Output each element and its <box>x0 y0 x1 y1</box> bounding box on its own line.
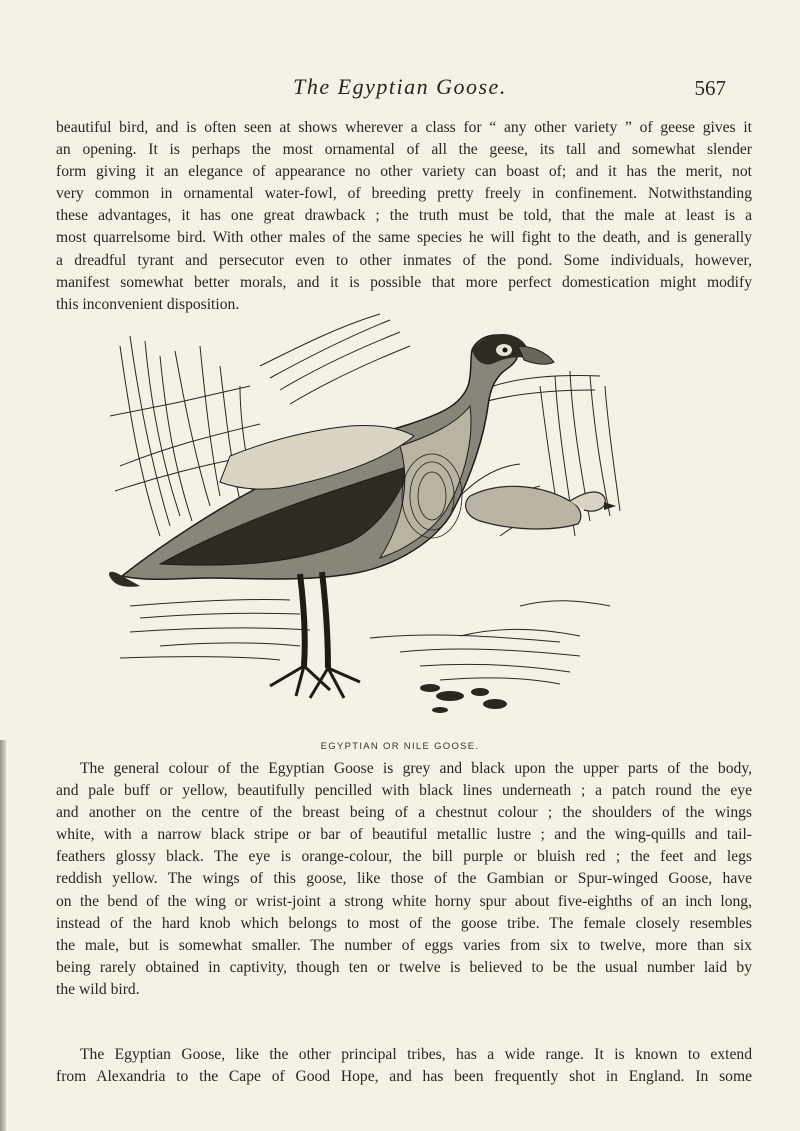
egyptian-goose-engraving <box>100 306 700 738</box>
running-head <box>0 74 800 104</box>
text-line: the male, but is somewhat smaller. The number of eggs varies from six to twelve, more than six <box>56 936 752 954</box>
text-line: this inconvenient disposition. <box>56 295 240 313</box>
text-line: being rarely obtained in captivity, though ten or twelve is believed to be the usual number laid by <box>56 958 752 976</box>
text-line: instead of the hard knob which belongs to most of the goose tribe. The female closely resembles <box>56 914 752 932</box>
text-line: most quarrelsome bird. With other males of the same species he will fight to the death, and is generally <box>56 229 752 247</box>
figure-caption: EGYPTIAN OR NILE GOOSE. <box>320 741 480 752</box>
text-line: reddish yellow. The wings of this goose, like those of the Gambian or Spur-winged Goose, have <box>56 870 752 888</box>
water-lines <box>120 599 610 684</box>
running-title: The Egyptian Goose. <box>293 74 507 99</box>
text-line: feathers glossy black. The eye is orange-colour, the bill purple or bluish red ; the feet and legs <box>56 848 752 866</box>
text-line: an opening. It is perhaps the most ornamental of all the geese, its tall and somewhat slender <box>56 141 752 159</box>
text-line: beautiful bird, and is often seen at shows wherever a class for “ any other variety ” of geese gives it <box>56 119 752 136</box>
paragraph-range <box>56 1044 752 1088</box>
text-line: a dreadful tyrant and persecutor even to other inmates of the pond. Some individuals, however, <box>56 251 752 269</box>
text-line: on the bend of the wing or wrist-joint a strong white horny spur about five-eighths of an inch long, <box>56 892 752 910</box>
text-line: these advantages, it has one great drawback ; the truth must be told, that the male at least is a <box>56 207 752 225</box>
pebbles <box>420 684 507 713</box>
text-line: form giving it an elegance of appearance no other variety can boast of; and it has the merit, not <box>56 163 752 181</box>
text-line: and pale buff or yellow, beautifully pencilled with black lines underneath ; a patch round the eye <box>56 782 752 800</box>
text-line: from Alexandria to the Cape of Good Hope, and has been frequently shot in England. In some <box>56 1068 752 1086</box>
text-line: and another on the centre of the breast being of a chestnut colour ; the shoulders of the wings <box>56 804 752 822</box>
text-line: white, with a narrow black stripe or bar of beautiful metallic lustre ; and the wing-quills and tail- <box>56 826 752 844</box>
text-line: very common in ornamental water-fowl, of breeding pretty freely in confinement. Notwithstanding <box>56 185 752 203</box>
text-line: The Egyptian Goose, like the other principal tribes, has a wide range. It is known to extend <box>80 1046 752 1063</box>
page-edge-shadow <box>0 740 6 1131</box>
paragraph-continued <box>56 117 752 316</box>
page-number: 567 <box>694 76 726 100</box>
text-line: the wild bird. <box>56 980 140 998</box>
text-line: manifest somewhat better morals, and it is possible that more perfect domestication might modify <box>56 273 752 291</box>
second-goose <box>466 486 616 529</box>
text-line: The general colour of the Egyptian Goose is grey and black upon the upper parts of the body, <box>80 760 752 777</box>
paragraph-general-colour <box>56 758 752 1001</box>
